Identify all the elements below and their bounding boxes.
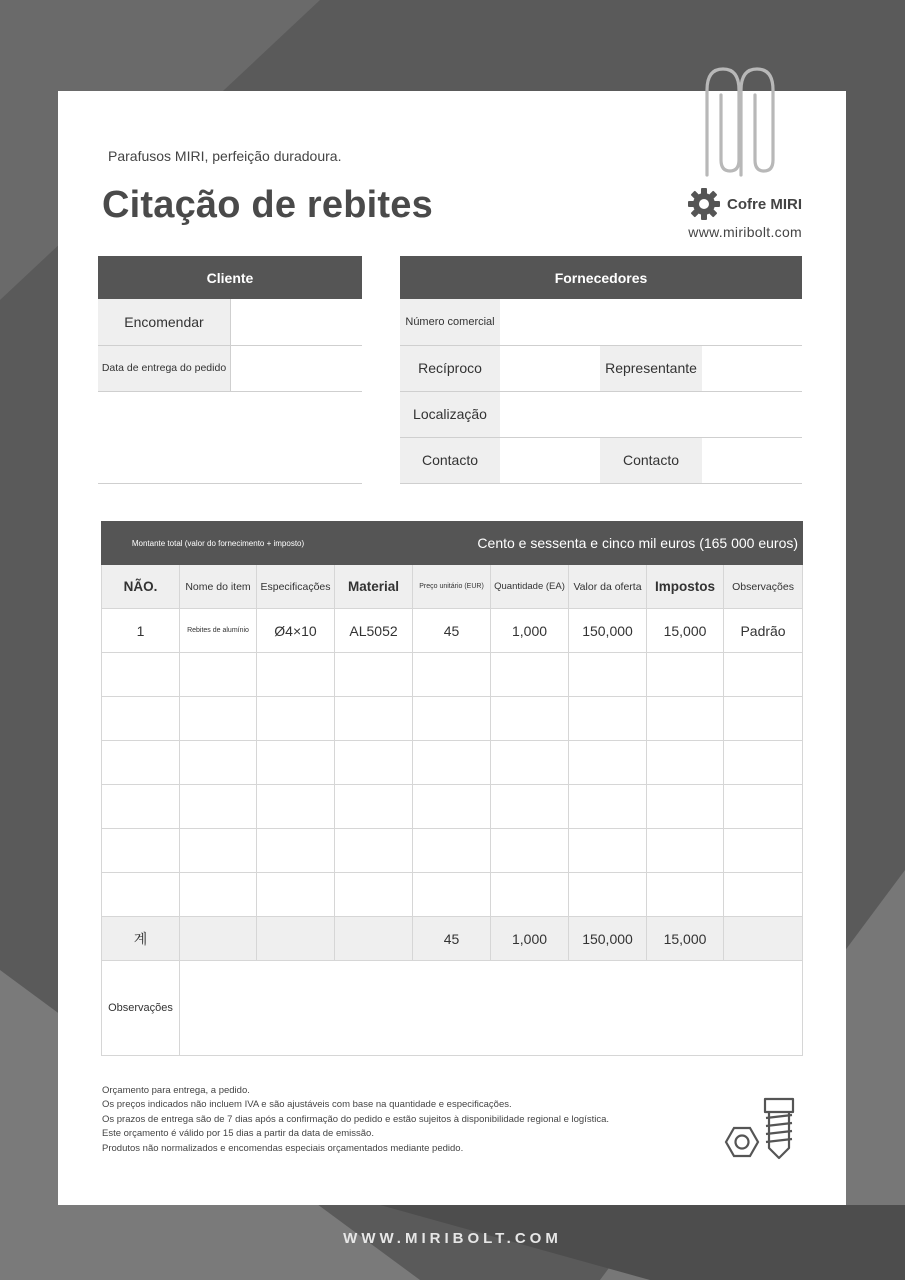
sum-offer-value: 150,000 xyxy=(569,917,647,961)
cell-material[interactable] xyxy=(335,653,413,697)
cell-taxes[interactable]: 15,000 xyxy=(647,609,724,653)
screw-icon xyxy=(765,1099,793,1158)
supplier-representative-field[interactable] xyxy=(702,345,802,391)
cell-item-name[interactable] xyxy=(180,653,257,697)
brand-name: Cofre MIRI xyxy=(727,195,802,213)
client-order-field[interactable] xyxy=(230,299,362,345)
note-line: Orçamento para entrega, a pedido. xyxy=(102,1085,250,1096)
cell-remarks[interactable] xyxy=(724,873,803,917)
gear-icon xyxy=(687,187,721,221)
cell-quantity[interactable] xyxy=(491,829,569,873)
cell-no[interactable]: 1 xyxy=(102,609,180,653)
sum-specifications xyxy=(257,917,335,961)
cell-unit-price[interactable] xyxy=(413,653,491,697)
col-header-quantity: Quantidade (EA) xyxy=(491,565,569,609)
cell-offer-value[interactable] xyxy=(569,829,647,873)
note-line: Este orçamento é válido por 15 dias a partir da data de emissão. xyxy=(102,1128,374,1140)
cell-material[interactable] xyxy=(335,829,413,873)
table-row xyxy=(102,653,803,697)
cell-remarks[interactable] xyxy=(724,829,803,873)
sum-quantity: 1,000 xyxy=(491,917,569,961)
sum-label: 계 xyxy=(102,917,180,961)
cell-taxes[interactable] xyxy=(647,697,724,741)
cell-taxes[interactable] xyxy=(647,741,724,785)
col-header-remarks: Observações xyxy=(724,565,803,609)
brand-url: www.miribolt.com xyxy=(688,224,802,240)
cell-offer-value[interactable] xyxy=(569,653,647,697)
supplier-contact-field-2[interactable] xyxy=(702,437,802,483)
cell-unit-price[interactable] xyxy=(413,785,491,829)
cell-material[interactable] xyxy=(335,741,413,785)
remarks-field[interactable] xyxy=(180,961,803,1056)
cell-remarks[interactable] xyxy=(724,785,803,829)
tagline: Parafusos MIRI, perfeição duradoura. xyxy=(108,148,342,164)
cell-quantity[interactable] xyxy=(491,873,569,917)
cell-specifications[interactable] xyxy=(257,829,335,873)
sum-row xyxy=(102,917,803,961)
column-header-row xyxy=(102,565,803,609)
cell-unit-price[interactable] xyxy=(413,697,491,741)
cell-offer-value[interactable] xyxy=(569,741,647,785)
cell-specifications[interactable] xyxy=(257,785,335,829)
cell-specifications[interactable]: Ø4×10 xyxy=(257,609,335,653)
note-line: Os preços indicados não incluem IVA e são ajustáveis com base na quantidade e especificações. xyxy=(102,1099,512,1111)
cell-no[interactable] xyxy=(102,873,180,917)
cell-taxes[interactable] xyxy=(647,873,724,917)
col-header-material: Material xyxy=(335,565,413,609)
supplier-business-number-field[interactable] xyxy=(500,299,802,345)
cell-offer-value[interactable] xyxy=(569,697,647,741)
cell-unit-price[interactable]: 45 xyxy=(413,609,491,653)
note-line: Os prazos de entrega são de 7 dias após a confirmação do pedido e estão sujeitos à disponibilidade regional e logística. xyxy=(102,1113,609,1125)
cell-specifications[interactable] xyxy=(257,653,335,697)
supplier-header: Fornecedores xyxy=(400,256,802,299)
brand-block xyxy=(687,187,802,240)
cell-taxes[interactable] xyxy=(647,829,724,873)
total-amount-label: Montante total (valor do fornecimento + imposto) xyxy=(102,522,335,565)
cell-material[interactable] xyxy=(335,873,413,917)
cell-item-name[interactable] xyxy=(180,829,257,873)
cell-quantity[interactable] xyxy=(491,697,569,741)
cell-no[interactable] xyxy=(102,829,180,873)
table-row xyxy=(102,697,803,741)
cell-specifications[interactable] xyxy=(257,873,335,917)
cell-no[interactable] xyxy=(102,697,180,741)
col-header-offer-value: Valor da oferta xyxy=(569,565,647,609)
table-row xyxy=(102,873,803,917)
client-order-label: Encomendar xyxy=(98,299,230,345)
cell-quantity[interactable] xyxy=(491,653,569,697)
cell-unit-price[interactable] xyxy=(413,873,491,917)
cell-remarks[interactable] xyxy=(724,741,803,785)
cell-no[interactable] xyxy=(102,741,180,785)
supplier-contact-field[interactable] xyxy=(500,437,600,483)
terms-notes xyxy=(102,1084,609,1156)
cell-quantity[interactable] xyxy=(491,785,569,829)
col-header-no: NÃO. xyxy=(102,565,180,609)
quote-table xyxy=(101,521,802,1056)
remarks-row xyxy=(102,961,803,1056)
supplier-location-label: Localização xyxy=(400,391,500,437)
paperclip-icon xyxy=(687,65,782,180)
client-delivery-date-label: Data de entrega do pedido xyxy=(98,345,230,391)
cell-no[interactable] xyxy=(102,785,180,829)
sum-remarks xyxy=(724,917,803,961)
remarks-label: Observações xyxy=(102,961,180,1056)
cell-remarks[interactable] xyxy=(724,653,803,697)
supplier-reciprocal-label: Recíproco xyxy=(400,345,500,391)
supplier-reciprocal-field[interactable] xyxy=(500,345,600,391)
supplier-business-number-label: Número comercial xyxy=(400,299,500,345)
client-header: Cliente xyxy=(98,256,362,299)
cell-remarks[interactable] xyxy=(724,697,803,741)
supplier-contact-label: Contacto xyxy=(400,437,500,483)
quote-sheet xyxy=(58,91,846,1205)
supplier-representative-label: Representante xyxy=(600,345,702,391)
cell-item-name[interactable] xyxy=(180,697,257,741)
cell-item-name[interactable] xyxy=(180,873,257,917)
supplier-location-field[interactable] xyxy=(500,391,802,437)
table-row xyxy=(102,785,803,829)
cell-offer-value[interactable] xyxy=(569,873,647,917)
page-title: Citação de rebites xyxy=(102,184,433,226)
cell-item-name[interactable] xyxy=(180,741,257,785)
cell-taxes[interactable] xyxy=(647,653,724,697)
cell-material[interactable] xyxy=(335,785,413,829)
col-header-taxes: Impostos xyxy=(647,565,724,609)
cell-specifications[interactable] xyxy=(257,741,335,785)
cell-quantity[interactable]: 1,000 xyxy=(491,609,569,653)
col-header-unit-price: Preço unitário (EUR) xyxy=(413,565,491,609)
cell-remarks[interactable]: Padrão xyxy=(724,609,803,653)
cell-unit-price[interactable] xyxy=(413,741,491,785)
sum-unit-price: 45 xyxy=(413,917,491,961)
col-header-item-name: Nome do item xyxy=(180,565,257,609)
footer-url[interactable]: WWW.MIRIBOLT.COM xyxy=(343,1230,562,1247)
table-row xyxy=(102,829,803,873)
cell-no[interactable] xyxy=(102,653,180,697)
client-delivery-date-field[interactable] xyxy=(230,345,362,391)
cell-quantity[interactable] xyxy=(491,741,569,785)
cell-item-name[interactable]: Rebites de alumínio xyxy=(180,609,257,653)
cell-material[interactable]: AL5052 xyxy=(335,609,413,653)
sum-taxes: 15,000 xyxy=(647,917,724,961)
cell-offer-value[interactable]: 150,000 xyxy=(569,609,647,653)
total-amount-value: Cento e sessenta e cinco mil euros (165 000 euros) xyxy=(335,522,803,565)
nut-icon xyxy=(726,1128,758,1156)
note-line: Produtos não normalizados e encomendas especiais orçamentados mediante pedido. xyxy=(102,1142,464,1154)
sum-material xyxy=(335,917,413,961)
cell-material[interactable] xyxy=(335,697,413,741)
table-row xyxy=(102,741,803,785)
cell-offer-value[interactable] xyxy=(569,785,647,829)
table-row xyxy=(102,609,803,653)
col-header-specifications: Especificações xyxy=(257,565,335,609)
hardware-illustration xyxy=(722,1096,798,1160)
cell-item-name[interactable] xyxy=(180,785,257,829)
cell-unit-price[interactable] xyxy=(413,829,491,873)
cell-specifications[interactable] xyxy=(257,697,335,741)
cell-taxes[interactable] xyxy=(647,785,724,829)
supplier-contact-label-2: Contacto xyxy=(600,437,702,483)
sum-item-name xyxy=(180,917,257,961)
